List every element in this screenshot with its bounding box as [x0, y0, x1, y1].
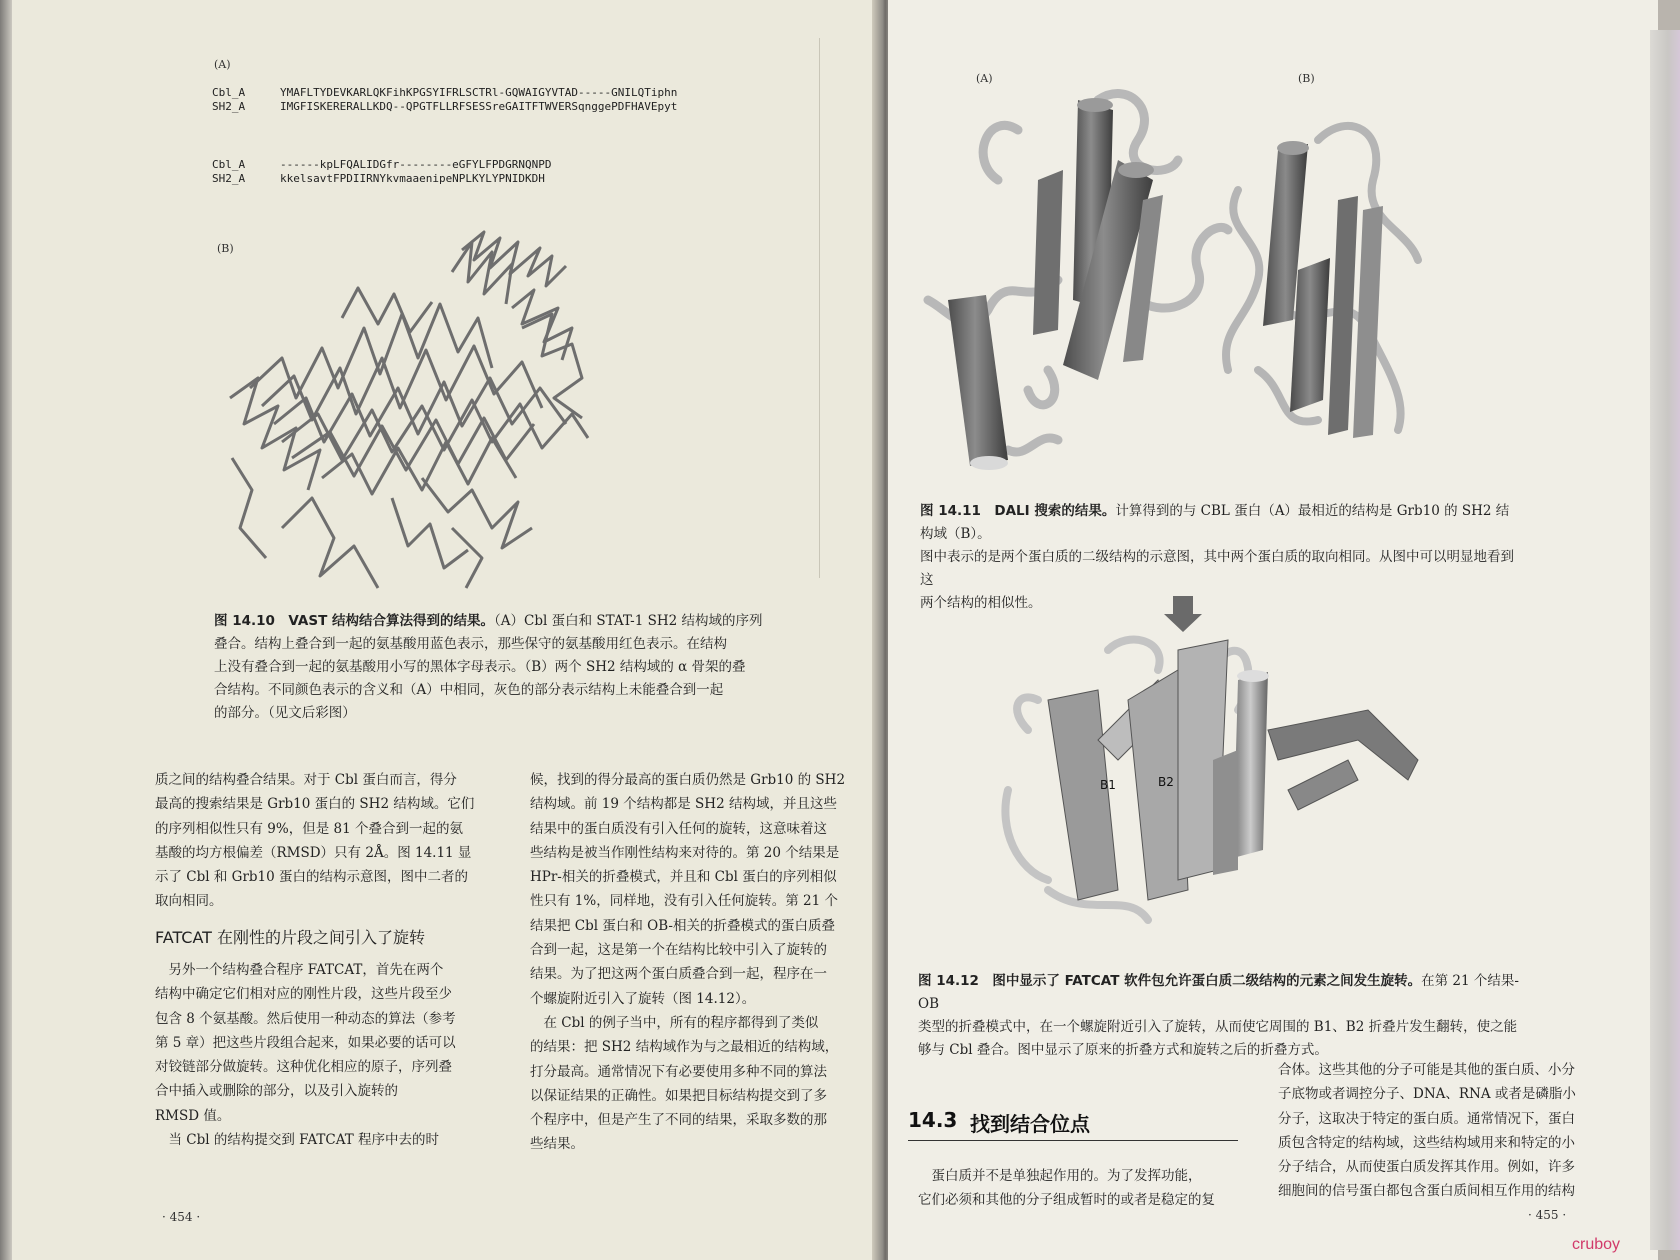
- section-number: 14.3: [908, 1108, 958, 1132]
- text-line: 蛋白质并不是单独起作用的。为了发挥功能，: [918, 1168, 1202, 1184]
- caption-14-11-title: 图 14.11 DALI 搜索的结果。: [920, 503, 1116, 519]
- page-number-455: · 455 ·: [1528, 1208, 1567, 1222]
- caption-14-10: [214, 610, 814, 725]
- caption-14-11-line: 两个结构的相似性。: [920, 595, 1042, 611]
- fig-a-label-right: (A): [976, 72, 993, 85]
- fig-b-label: (B): [217, 242, 234, 255]
- text-line: 基酸的均方根偏差（RMSD）只有 2Å。图 14.11 显: [155, 844, 472, 861]
- left-col2: [530, 768, 880, 1157]
- text-line: 对铰链部分做旋转。这种优化相应的原子，序列叠: [155, 1059, 452, 1076]
- text-line: 结果中的蛋白质没有引入任何的旋转，这意味着这: [530, 820, 827, 837]
- text-line: 最高的搜索结果是 Grb10 蛋白的 SH2 结构域。它们: [155, 796, 475, 813]
- text-line: 质包含特定的结构域，这些结构域用来和特定的小: [1278, 1134, 1575, 1151]
- grb10-sh2-secondary-structure: [1198, 70, 1448, 490]
- section-title: 找到结合位点: [970, 1112, 1090, 1136]
- section-rule: [908, 1140, 1238, 1141]
- text-line: 取向相同。: [155, 893, 223, 910]
- right-col2: [1278, 1058, 1618, 1204]
- text-line: 当 Cbl 的结构提交到 FATCAT 程序中去的时: [155, 1132, 440, 1149]
- text-line: 结构中确定它们相对应的刚性片段，这些片段至少: [155, 986, 452, 1003]
- caption-14-10-title: 图 14.10 VAST 结构结合算法得到的结果。: [214, 613, 495, 629]
- page-number-454: · 454 ·: [162, 1210, 201, 1224]
- text-line: RMSD 值。: [155, 1107, 231, 1124]
- right-page: [888, 0, 1658, 1260]
- text-line: 合体。这些其他的分子可能是其他的蛋白质、小分: [1278, 1062, 1575, 1078]
- b1-label: B1: [1100, 778, 1116, 792]
- text-line: 结果。为了把这两个蛋白质叠合到一起，程序在一: [530, 966, 827, 983]
- text-line: 示了 Cbl 和 Grb10 蛋白的结构示意图，图中二者的: [155, 869, 469, 886]
- fig-a-label: (A): [214, 58, 231, 71]
- alpha-backbone-superposition: [222, 228, 632, 598]
- right-col1: [918, 1164, 1248, 1213]
- align2-seq1: ------kpLFQALIDGfr--------eGFYLFPDGRNQNPD: [280, 158, 552, 171]
- book-edge-right: [1650, 30, 1680, 1250]
- text-line: 分子，这取决于特定的蛋白质。通常情况下，蛋白: [1278, 1110, 1575, 1127]
- caption-14-12-line: 在第 21 个结果-OB: [918, 973, 1519, 1012]
- text-line: 个螺旋附近引入了旋转（图 14.12）。: [530, 990, 756, 1007]
- align1-label2: SH2_A: [212, 100, 246, 113]
- watermark: cruboy: [1572, 1236, 1621, 1253]
- align2-label2: SH2_A: [212, 172, 246, 185]
- text-line: 包含 8 个氨基酸。然后使用一种动态的算法（参考: [155, 1010, 456, 1027]
- b2-label: B2: [1158, 775, 1174, 789]
- text-line: 以保证结果的正确性。如果把目标结构提交到了多: [530, 1087, 827, 1104]
- text-line: 合中插入或删除的部分，以及引入旋转的: [155, 1083, 398, 1100]
- align2-label1: Cbl_A: [212, 158, 246, 171]
- caption-14-10-line: 上没有叠合到一起的氨基酸用小写的黑体字母表示。（B）两个 SH2 结构域的 α 骨架的叠: [214, 659, 746, 675]
- caption-14-12-title: 图 14.12 图中显示了 FATCAT 软件包允许蛋白质二级结构的元素之间发生旋转。: [918, 973, 1422, 989]
- text-line: HPr-相关的折叠模式，并且和 Cbl 蛋白的序列相似: [530, 869, 837, 886]
- text-line: 的结果：把 SH2 结构域作为与之最相近的结构域，: [530, 1039, 839, 1056]
- align1-seq1: YMAFLTYDEVKARLQKFihKPGSYIFRLSCTRl-GQWAIGYVTAD-----GNILQTiphn: [280, 86, 678, 99]
- text-line: 打分最高。通常情况下有必要使用多种不同的算法: [530, 1063, 827, 1080]
- text-line: 子底物或者调控分子、DNA、RNA 或者是磷脂小: [1278, 1086, 1576, 1103]
- text-line: 质之间的结构叠合结果。对于 Cbl 蛋白而言，得分: [155, 772, 457, 788]
- caption-14-12-line: 够与 Cbl 叠合。图中显示了原来的折叠方式和旋转之后的折叠方式。: [918, 1042, 1328, 1058]
- fig-b-label-right: (B): [1298, 72, 1315, 85]
- text-line: 结构域。前 19 个结构都是 SH2 结构域，并且这些: [530, 796, 837, 813]
- caption-14-10-line: 合结构。不同颜色表示的含义和（A）中相同，灰色的部分表示结构上未能叠合到一起: [214, 682, 724, 698]
- fatcat-rotation-structure: [988, 590, 1448, 940]
- text-line: 结果把 Cbl 蛋白和 OB-相关的折叠模式的蛋白质叠: [530, 917, 835, 934]
- caption-14-10-line: 的部分。（见文后彩图）: [214, 705, 356, 721]
- text-line: 性只有 1%，同样地，没有引入任何旋转。第 21 个: [530, 893, 838, 910]
- caption-14-12-line: 类型的折叠模式中，在一个螺旋附近引入了旋转，从而使它周围的 B1、B2 折叠片发生翻转，使之能: [918, 1019, 1518, 1035]
- text-line: 候，找到的得分最高的蛋白质仍然是 Grb10 的 SH2: [530, 772, 846, 788]
- text-line: 它们必须和其他的分子组成暂时的或者是稳定的复: [918, 1192, 1215, 1209]
- text-line: 个程序中，但是产生了不同的结果，采取多数的那: [530, 1112, 827, 1129]
- cbl-secondary-structure: [908, 70, 1238, 490]
- text-line: 分子结合，从而使蛋白质发挥其作用。例如，许多: [1278, 1159, 1575, 1176]
- caption-14-12: [918, 970, 1538, 1062]
- section-heading-fatcat: FATCAT 在刚性的片段之间引入了旋转: [155, 928, 426, 947]
- left-col1-bottom: [155, 958, 515, 1152]
- caption-14-10-line: （A）Cbl 蛋白和 STAT-1 SH2 结构域的序列: [494, 613, 763, 629]
- down-arrow-icon: [1164, 596, 1202, 632]
- align1-seq2: IMGFISKERERALLKDQ--QPGTFLLRFSESSreGAITFTWVERSqnggePDFHAVEpyt: [280, 100, 678, 113]
- text-line: 些结果。: [530, 1136, 584, 1153]
- caption-14-11-line: 图中表示的是两个蛋白质的二级结构的示意图，其中两个蛋白质的取向相同。从图中可以明显地看到这: [920, 549, 1514, 588]
- left-col1-top: [155, 768, 515, 914]
- caption-14-11-line: 计算得到的与 CBL 蛋白（A）最相近的结构是 Grb10 的 SH2 结构域（B）。: [920, 503, 1510, 542]
- align2-seq2: kkelsavtFPDIIRNYkvmaaenipeNPLKYLYPNIDKDH: [280, 172, 545, 185]
- left-page: [12, 0, 884, 1260]
- text-line: 在 Cbl 的例子当中，所有的程序都得到了类似: [530, 1014, 819, 1031]
- caption-14-10-line: 叠合。结构上叠合到一起的氨基酸用蓝色表示，那些保守的氨基酸用红色表示。在结构: [214, 636, 727, 652]
- text-line: 另外一个结构叠合程序 FATCAT，首先在两个: [155, 962, 444, 978]
- text-line: 些结构是被当作刚性结构来对待的。第 20 个结果是: [530, 844, 840, 861]
- text-line: 第 5 章）把这些片段组合起来，如果必要的话可以: [155, 1034, 456, 1051]
- align1-label1: Cbl_A: [212, 86, 246, 99]
- text-line: 合到一起，这是第一个在结构比较中引入了旋转的: [530, 942, 827, 959]
- text-line: 细胞间的信号蛋白都包含蛋白质间相互作用的结构: [1278, 1183, 1575, 1200]
- text-line: 的序列相似性只有 9%，但是 81 个叠合到一起的氨: [155, 820, 463, 837]
